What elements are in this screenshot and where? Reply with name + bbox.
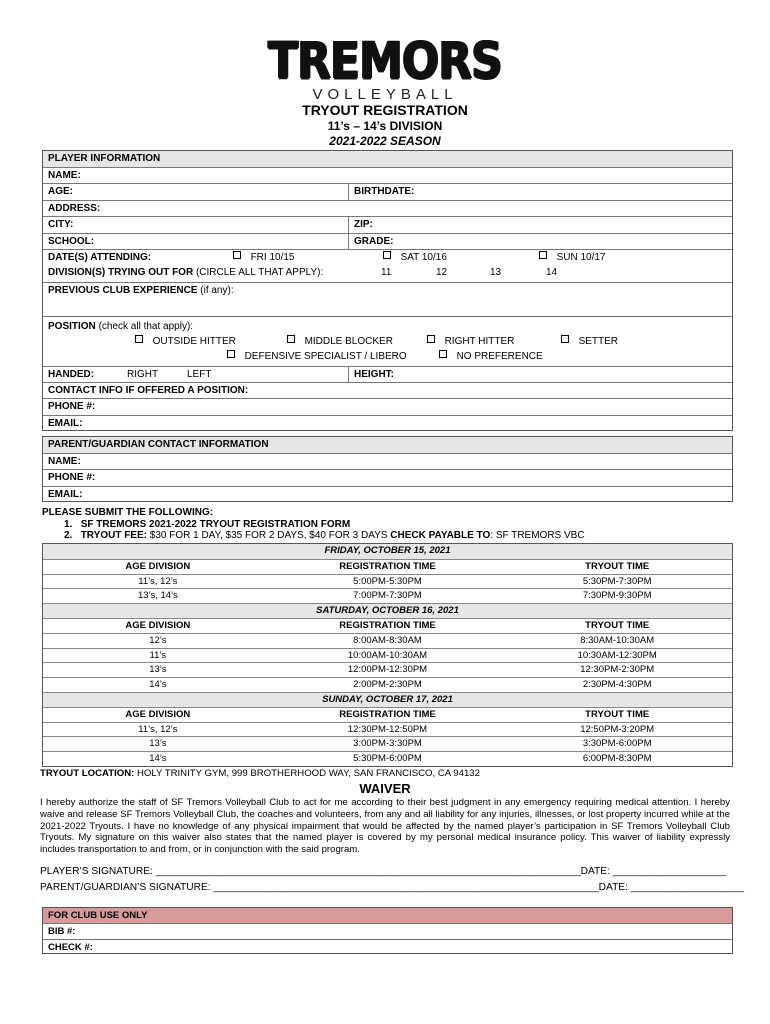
check-payable-label: CHECK PAYABLE TO [390,530,491,541]
date-option-sun[interactable]: SUN 10/17 [539,250,605,265]
checkbox-icon [383,251,391,259]
date-option-fri[interactable]: FRI 10/15 [233,250,294,265]
checkbox-icon [227,350,235,358]
division-note: (CIRCLE ALL THAT APPLY): [195,267,324,278]
parent-name-label: NAME: [48,456,81,467]
player-phone-field[interactable] [43,398,732,415]
check-payee: : SF TREMORS VBC [490,530,585,541]
position-no-preference[interactable]: NO PREFERENCE [439,349,543,364]
zip-field[interactable]: ZIP: [354,219,373,230]
position-defensive-specialist[interactable]: DEFENSIVE SPECIALIST / LIBERO [227,349,407,364]
registration-time-cell: 8:00AM-8:30AM [353,634,422,646]
season-heading: 2021-2022 SEASON [329,134,441,148]
registration-time-cell: 12:30PM-12:50PM [347,723,428,735]
tryout-time-header: TRYOUT TIME [585,619,650,631]
division-option-13[interactable]: 13 [490,267,502,278]
player-information-section [42,150,733,431]
parent-phone-field[interactable] [43,469,732,486]
dates-attending-label: DATE(S) ATTENDING: [48,252,152,263]
handed-height-row [43,366,732,382]
table-row [43,648,732,663]
schedule-day-header: SATURDAY, OCTOBER 16, 2021 [43,603,732,618]
position-setter[interactable]: SETTER [561,334,618,349]
schedule-day-header: SUNDAY, OCTOBER 17, 2021 [43,692,732,707]
handed-label: HANDED: [48,369,95,380]
contact-info-label: CONTACT INFO IF OFFERED A POSITION: [43,382,732,398]
checkbox-icon [233,251,241,259]
schedule-column-headers [43,559,732,574]
previous-club-field[interactable] [43,282,732,316]
registration-time-header: REGISTRATION TIME [339,708,436,720]
division-option-11[interactable]: 11 [381,267,392,278]
table-row [43,633,732,648]
age-division-cell: 11’s, 12’s [138,723,178,735]
handed-left-option[interactable]: LEFT [187,369,212,380]
registration-time-header: REGISTRATION TIME [339,560,436,572]
age-division-cell: 11’s, 12’s [138,575,178,587]
checkbox-icon [427,335,435,343]
list-number: 2. [64,530,73,541]
table-row [43,574,732,589]
club-use-section [42,907,733,954]
player-name-field[interactable] [43,167,732,183]
tryout-time-cell: 10:30AM-12:30PM [577,649,657,661]
check-number-label: CHECK #: [48,942,93,953]
grade-field[interactable]: GRADE: [354,236,394,247]
parent-guardian-section [42,436,733,502]
age-division-header: AGE DIVISION [125,560,191,572]
logo-wordmark: TREMORS [268,32,502,91]
dates-attending-row [43,249,732,265]
checkbox-icon [135,335,143,343]
schedule-column-headers [43,618,732,633]
age-birthdate-row [43,183,732,200]
registration-time-cell: 3:00PM-3:30PM [353,738,422,750]
fee-amounts: $30 FOR 1 DAY, $35 FOR 2 DAYS, $40 FOR 3 DAYS [149,530,388,541]
registration-time-cell: 5:00PM-5:30PM [353,575,422,587]
table-row [43,662,732,677]
position-label: POSITION [48,321,96,332]
position-middle-blocker[interactable]: MIDDLE BLOCKER [287,334,393,349]
bib-field[interactable] [43,923,732,939]
player-email-label: EMAIL: [48,418,83,429]
position-section [43,316,732,366]
tryout-time-cell: 6:00PM-8:30PM [582,753,652,765]
tryout-location [40,768,480,779]
parent-phone-label: PHONE #: [48,472,96,483]
parent-name-field[interactable] [43,453,732,469]
age-field[interactable]: AGE: [48,186,73,197]
tryout-time-cell: 3:30PM-6:00PM [582,738,652,750]
registration-time-cell: 10:00AM-10:30AM [347,649,428,661]
city-field[interactable]: CITY: [48,219,74,230]
location-value: HOLY TRINITY GYM, 999 BROTHERHOOD WAY, SAN FRANCISCO, CA 94132 [137,768,480,779]
age-division-cell: 11’s [149,649,167,661]
previous-club-note: (if any): [200,285,234,296]
parent-section-title: PARENT/GUARDIAN CONTACT INFORMATION [43,437,732,453]
submit-item-1 [64,519,350,530]
school-grade-row [43,233,732,249]
schedule-column-headers [43,707,732,722]
tryout-time-cell: 5:30PM-7:30PM [582,575,652,587]
club-use-title: FOR CLUB USE ONLY [43,908,732,923]
date-option-sat[interactable]: SAT 10/16 [383,250,447,265]
player-section-title: PLAYER INFORMATION [43,151,732,167]
age-division-header: AGE DIVISION [125,619,191,631]
table-row [43,751,732,766]
height-field[interactable]: HEIGHT: [354,369,394,380]
checkbox-icon [539,251,547,259]
tryout-time-cell: 2:30PM-4:30PM [582,679,652,691]
parent-signature-line[interactable]: PARENT/GUARDIAN’S SIGNATURE: ____________________________________________________________________DATE: ____________________ [40,882,745,893]
checkbox-icon [561,335,569,343]
tryout-schedule-table [42,543,733,767]
tryout-time-cell: 8:30AM-10:30AM [580,634,655,646]
table-row [43,722,732,737]
player-signature-line[interactable]: PLAYER’S SIGNATURE: ___________________________________________________________________________DATE: ____________________ [40,866,726,877]
age-division-cell: 13’s [149,664,167,676]
age-division-cell: 14’s [149,679,167,691]
waiver-text: I hereby authorize the staff of SF Tremors Volleyball Club to act for me according to their best judgment in any emergency requiring medical attention. I hereby waive and release SF Tremors Volleyball Club, the coaches and volunteers, from any and all liability for any injuries, illnesses, or lost property incurred while at the 2021-2022 Tryouts. I have no knowledge of any physical impairment that would be affected by the named player’s participation in SF Tremors Volleyball Club Tryouts. My signature on this waiver also states that the named player is covered by my personal medical insurance policy. This waiver of liability expressly includes transportation to and from, or in conjunction with the said program. [40,797,730,856]
division-heading: 11’s – 14’s DIVISION [327,119,443,133]
location-label: TRYOUT LOCATION: [40,768,135,779]
birthdate-field[interactable]: BIRTHDATE: [354,186,415,197]
table-row [43,588,732,603]
city-zip-row [43,216,732,233]
check-number-field[interactable] [43,939,732,954]
tryout-time-header: TRYOUT TIME [585,560,650,572]
division-label: DIVISION(S) TRYING OUT FOR [48,267,194,278]
address-label: ADDRESS: [48,203,101,214]
position-right-hitter[interactable]: RIGHT HITTER [427,334,514,349]
registration-time-cell: 2:00PM-2:30PM [353,679,422,691]
division-option-14[interactable]: 14 [546,267,558,278]
checkbox-icon [439,350,447,358]
previous-club-label: PREVIOUS CLUB EXPERIENCE [48,285,198,296]
school-field[interactable]: SCHOOL: [48,236,95,247]
parent-email-field[interactable] [43,486,732,502]
tryout-time-cell: 12:30PM-2:30PM [580,664,655,676]
age-division-header: AGE DIVISION [125,708,191,720]
position-note: (check all that apply): [98,321,194,332]
handed-right-option[interactable]: RIGHT [127,369,159,380]
tryout-time-cell: 12:50PM-3:20PM [580,723,655,735]
tryout-time-cell: 7:30PM-9:30PM [582,590,652,602]
registration-time-cell: 7:00PM-7:30PM [353,590,422,602]
age-division-cell: 14’s [149,753,167,765]
form-title: TRYOUT REGISTRATION [302,102,468,118]
age-division-cell: 13’s, 14’s [137,590,178,602]
address-field[interactable] [43,200,732,216]
player-name-label: NAME: [48,170,81,181]
bib-label: BIB #: [48,926,76,937]
waiver-title: WAIVER [359,781,411,796]
schedule-day-header: FRIDAY, OCTOBER 15, 2021 [43,544,732,559]
submit-item-1-text: SF TREMORS 2021-2022 TRYOUT REGISTRATION FORM [80,519,351,530]
registration-time-cell: 12:00PM-12:30PM [347,664,428,676]
submit-item-2 [64,530,585,541]
division-row [43,265,732,282]
age-division-cell: 12’s [149,634,167,646]
submit-heading: PLEASE SUBMIT THE FOLLOWING: [42,507,214,518]
age-division-cell: 13’s [149,738,167,750]
fee-label: TRYOUT FEE: [80,530,147,541]
parent-email-label: EMAIL: [48,489,83,500]
player-email-field[interactable] [43,415,732,431]
player-phone-label: PHONE #: [48,401,96,412]
logo-subtitle: VOLLEYBALL [312,86,458,103]
tryout-time-header: TRYOUT TIME [585,708,650,720]
table-row [43,736,732,751]
registration-time-cell: 5:30PM-6:00PM [353,753,422,765]
checkbox-icon [287,335,295,343]
position-outside-hitter[interactable]: OUTSIDE HITTER [135,334,236,349]
list-number: 1. [64,519,73,530]
division-option-12[interactable]: 12 [436,267,448,278]
registration-time-header: REGISTRATION TIME [339,619,436,631]
table-row [43,677,732,692]
